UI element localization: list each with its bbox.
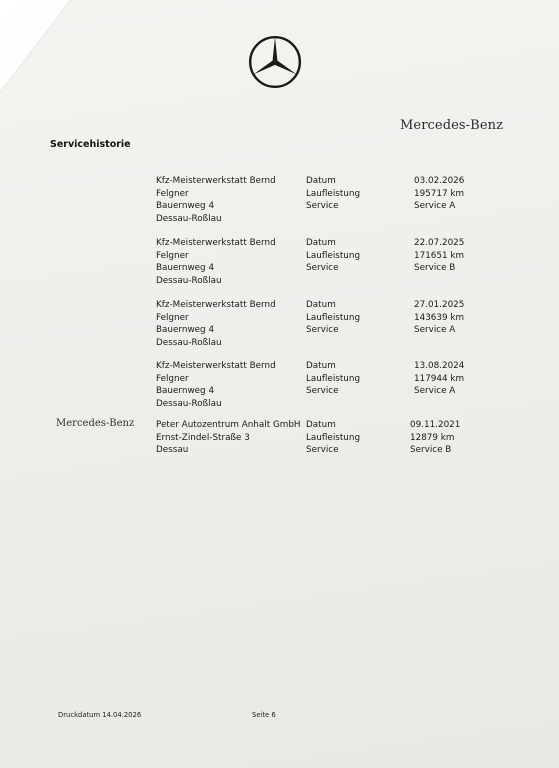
service-label: Service	[306, 325, 339, 336]
workshop-address	[156, 419, 301, 457]
service-value: Service A	[414, 201, 456, 212]
mileage-label: Laufleistung	[306, 250, 361, 261]
workshop-address	[156, 360, 276, 410]
service-value: Service B	[414, 263, 456, 274]
field-labels	[306, 237, 360, 275]
workshop-line: Kfz-Meisterwerkstatt Bernd	[156, 238, 276, 248]
mileage-value: 117944 km	[414, 373, 465, 384]
mercedes-star-icon	[248, 35, 302, 89]
workshop-line: Bauernweg 4	[156, 386, 215, 397]
service-label: Service	[306, 263, 339, 274]
workshop-line: Felgner	[156, 373, 189, 384]
date-label: Datum	[306, 361, 336, 371]
mileage-label: Laufleistung	[306, 312, 361, 323]
mileage-label: Laufleistung	[306, 373, 361, 384]
workshop-line: Kfz-Meisterwerkstatt Bernd	[156, 176, 276, 186]
print-date: Druckdatum 14.04.2026	[58, 711, 142, 719]
service-label: Service	[306, 445, 339, 456]
workshop-line: Dessau-Roßlau	[156, 213, 222, 224]
date-label: Datum	[306, 176, 336, 186]
workshop-line: Dessau-Roßlau	[156, 398, 222, 409]
date-value: 27.01.2025	[414, 300, 465, 310]
workshop-line: Bauernweg 4	[156, 201, 215, 212]
date-value: 22.07.2025	[414, 238, 465, 248]
workshop-line: Bauernweg 4	[156, 325, 215, 336]
service-label: Service	[306, 201, 339, 212]
mileage-value: 12879 km	[410, 432, 455, 443]
field-values	[414, 360, 464, 398]
date-label: Datum	[306, 300, 336, 310]
mileage-label: Laufleistung	[306, 432, 361, 443]
date-label: Datum	[306, 238, 336, 248]
service-value: Service A	[414, 386, 456, 397]
service-label: Service	[306, 386, 339, 397]
field-values	[414, 175, 464, 213]
workshop-line: Dessau-Roßlau	[156, 275, 222, 286]
workshop-line: Kfz-Meisterwerkstatt Bernd	[156, 300, 276, 310]
workshop-line: Peter Autozentrum Anhalt GmbH	[156, 420, 301, 430]
workshop-line: Ernst-Zindel-Straße 3	[156, 432, 250, 443]
service-value: Service B	[410, 445, 452, 456]
service-value: Service A	[414, 325, 456, 336]
workshop-line: Dessau-Roßlau	[156, 337, 222, 348]
workshop-address	[156, 237, 276, 287]
workshop-line: Felgner	[156, 250, 189, 261]
mileage-label: Laufleistung	[306, 188, 361, 199]
workshop-line: Kfz-Meisterwerkstatt Bernd	[156, 361, 276, 371]
workshop-line: Felgner	[156, 188, 189, 199]
date-value: 03.02.2026	[414, 176, 465, 186]
section-title: Servicehistorie	[50, 139, 131, 150]
dealer-brand-mark: Mercedes-Benz	[56, 418, 135, 429]
field-labels	[306, 299, 360, 337]
mileage-value: 143639 km	[414, 312, 465, 323]
date-value: 09.11.2021	[410, 420, 461, 430]
workshop-line: Bauernweg 4	[156, 263, 215, 274]
field-labels	[306, 175, 360, 213]
date-label: Datum	[306, 420, 336, 430]
page-number: Seite 6	[252, 711, 276, 719]
field-labels	[306, 360, 360, 398]
brand-wordmark: Mercedes-Benz	[400, 118, 504, 133]
workshop-address	[156, 175, 276, 225]
field-labels	[306, 419, 360, 457]
workshop-address	[156, 299, 276, 349]
date-value: 13.08.2024	[414, 361, 465, 371]
workshop-line: Felgner	[156, 312, 189, 323]
field-values	[410, 419, 460, 457]
mileage-value: 171651 km	[414, 250, 465, 261]
mileage-value: 195717 km	[414, 188, 465, 199]
field-values	[414, 237, 464, 275]
field-values	[414, 299, 464, 337]
workshop-line: Dessau	[156, 445, 189, 456]
